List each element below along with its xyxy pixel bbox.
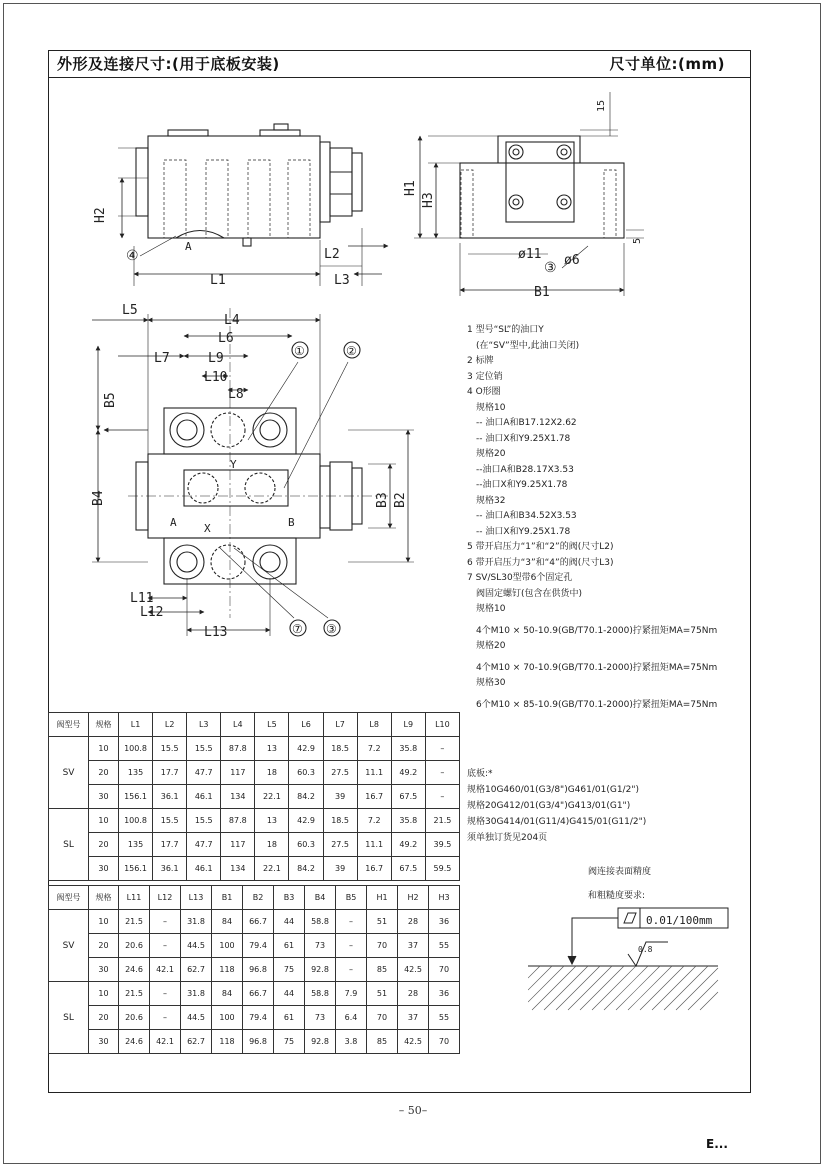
- note-line: 规格10: [476, 604, 506, 614]
- dimension-table-b-h: [48, 885, 460, 1054]
- note-line: --油口X和Y9.25X1.78: [476, 480, 568, 490]
- table-cell: –: [425, 737, 459, 761]
- table-cell: 39.5: [425, 833, 459, 857]
- note-line: 4个M10 × 70-10.9(GB/T70.1-2000)拧紧扭矩MA=75Nm: [476, 662, 718, 673]
- table-cell: 20.6: [119, 1006, 150, 1030]
- note-line: 规格32: [476, 495, 506, 506]
- table-cell: 67.5: [391, 857, 425, 881]
- corner-mark: E...: [706, 1137, 728, 1151]
- table-cell: 67.5: [391, 785, 425, 809]
- table-cell: 84.2: [289, 785, 323, 809]
- table-cell: –: [150, 934, 181, 958]
- table-cell: 55: [429, 934, 460, 958]
- label-b1: B1: [534, 285, 550, 300]
- table-cell: 37: [398, 1006, 429, 1030]
- table-header-cell: 规格: [89, 713, 119, 737]
- surface-symbol: [528, 900, 738, 1018]
- table-cell: 10: [89, 737, 119, 761]
- table-cell: 27.5: [323, 761, 357, 785]
- note-line: (在“SV”型中,此油口关闭): [476, 340, 580, 351]
- table-cell: 35.8: [391, 737, 425, 761]
- table-cell: 39: [323, 785, 357, 809]
- label-x: X: [204, 522, 211, 535]
- table-cell: 70: [429, 958, 460, 982]
- table-cell: 100.8: [119, 809, 153, 833]
- table-cell: 31.8: [181, 910, 212, 934]
- table-cell: 30: [89, 857, 119, 881]
- note-line: 阀固定螺钉(包含在供货中): [476, 588, 583, 599]
- table-cell: 46.1: [187, 785, 221, 809]
- surface-line-2: 和粗糙度要求:: [588, 891, 646, 901]
- label-7: ⑦: [292, 622, 303, 636]
- table-cell: –: [150, 982, 181, 1006]
- table-cell: 85: [367, 1030, 398, 1054]
- label-l10: L10: [204, 370, 228, 385]
- table-cell: 31.8: [181, 982, 212, 1006]
- table-cell: 44.5: [181, 934, 212, 958]
- table-header-cell: L10: [425, 713, 459, 737]
- table-cell: 135: [119, 833, 153, 857]
- table-header-cell: L13: [181, 886, 212, 910]
- table-cell: 84.2: [289, 857, 323, 881]
- label-b5: B5: [103, 392, 118, 408]
- table-cell: 42.9: [289, 737, 323, 761]
- table-cell: –: [336, 910, 367, 934]
- baseplate-line: 规格30G414/01(G11/4)G415/01(G11/2"): [467, 817, 647, 827]
- note-line: 1 型号“SL”的油口Y: [467, 325, 544, 335]
- note-line: 6个M10 × 85-10.9(GB/T70.1-2000)拧紧扭矩MA=75Nm: [476, 699, 718, 710]
- table-cell: 58.8: [305, 910, 336, 934]
- table-cell: 30: [89, 785, 119, 809]
- table-cell: 70: [429, 1030, 460, 1054]
- label-l13: L13: [204, 625, 228, 640]
- table-cell: 6.4: [336, 1006, 367, 1030]
- label-2: ②: [346, 344, 357, 358]
- table-cell: 42.1: [150, 1030, 181, 1054]
- table-row: [49, 982, 460, 1006]
- label-l12: L12: [140, 605, 164, 620]
- table-cell: 118: [212, 1030, 243, 1054]
- table-cell: 35.8: [391, 809, 425, 833]
- table-cell: –: [425, 785, 459, 809]
- table-cell: 85: [367, 958, 398, 982]
- end-view: [414, 92, 644, 296]
- table-cell: 7.9: [336, 982, 367, 1006]
- table-cell: 30: [89, 958, 119, 982]
- table-header-cell: 规格: [89, 886, 119, 910]
- table-cell: 42.5: [398, 1030, 429, 1054]
- table-cell: 44: [274, 910, 305, 934]
- table-cell: 21.5: [119, 910, 150, 934]
- table-cell: 60.3: [289, 761, 323, 785]
- note-line: -- 油口A和B17.12X2.62: [476, 418, 577, 428]
- table-header-cell: B4: [305, 886, 336, 910]
- label-d6: ø6: [564, 253, 580, 268]
- table-cell: 100.8: [119, 737, 153, 761]
- model-cell: SV: [49, 737, 89, 809]
- table-header-cell: B1: [212, 886, 243, 910]
- table-cell: 135: [119, 761, 153, 785]
- table-cell: 62.7: [181, 1030, 212, 1054]
- note-line: 4 O形圈: [467, 387, 501, 397]
- table-cell: 11.1: [357, 761, 391, 785]
- note-line: -- 油口X和Y9.25X1.78: [476, 526, 571, 537]
- table-cell: –: [336, 958, 367, 982]
- label-3-plan: ③: [326, 622, 337, 636]
- table-cell: 24.6: [119, 1030, 150, 1054]
- table-cell: –: [150, 1006, 181, 1030]
- table-cell: 156.1: [119, 857, 153, 881]
- table-header-cell: L3: [187, 713, 221, 737]
- table-row: [49, 910, 460, 934]
- model-cell: SL: [49, 982, 89, 1054]
- table-cell: 17.7: [153, 833, 187, 857]
- note-line: 3 定位销: [467, 371, 503, 382]
- label-h2: H2: [93, 207, 108, 223]
- table-cell: –: [425, 761, 459, 785]
- label-a-plan: A: [170, 516, 177, 529]
- table-cell: 27.5: [323, 833, 357, 857]
- table-cell: 18.5: [323, 737, 357, 761]
- note-line: 5 带开启压力“1”和“2”的阀(尺寸L2): [467, 542, 614, 552]
- table-cell: 28: [398, 982, 429, 1006]
- note-line: 规格30: [476, 678, 506, 688]
- label-l4: L4: [224, 313, 240, 328]
- table-row: [49, 737, 460, 761]
- label-3-end: ③: [544, 260, 557, 276]
- table-cell: 79.4: [243, 1006, 274, 1030]
- label-5: 5: [632, 237, 643, 244]
- baseplate-line: 须单独订货见204页: [467, 833, 548, 843]
- plan-view: [92, 308, 414, 636]
- table-cell: 15.5: [153, 737, 187, 761]
- table-cell: –: [150, 910, 181, 934]
- note-line: 规格20: [476, 449, 506, 459]
- table-header-cell: L11: [119, 886, 150, 910]
- table-cell: 24.6: [119, 958, 150, 982]
- table-cell: 96.8: [243, 1030, 274, 1054]
- label-15: 15: [596, 99, 607, 112]
- note-line: 7 SV/SL30型带6个固定孔: [467, 573, 573, 583]
- table-cell: 79.4: [243, 934, 274, 958]
- label-b4: B4: [91, 490, 106, 506]
- note-line: 4个M10 × 50-10.9(GB/T70.1-2000)拧紧扭矩MA=75Nm: [476, 625, 718, 636]
- label-b3: B3: [375, 492, 390, 508]
- table-cell: 75: [274, 958, 305, 982]
- table-row: [49, 1006, 460, 1030]
- table-cell: 70: [367, 934, 398, 958]
- table-header-cell: L9: [391, 713, 425, 737]
- label-h1: H1: [403, 180, 418, 196]
- table-row: [49, 809, 460, 833]
- table-row: [49, 857, 460, 881]
- table-cell: 42.1: [150, 958, 181, 982]
- table-cell: 16.7: [357, 857, 391, 881]
- table-cell: 100: [212, 1006, 243, 1030]
- table-row: [49, 785, 460, 809]
- table-cell: 18.5: [323, 809, 357, 833]
- table-cell: 20: [89, 934, 119, 958]
- model-cell: SV: [49, 910, 89, 982]
- label-l11: L11: [130, 591, 154, 606]
- table-cell: 21.5: [425, 809, 459, 833]
- table-cell: 117: [221, 833, 255, 857]
- baseplate-heading: 底板:*: [467, 769, 493, 779]
- baseplate-line: 规格20G412/01(G3/4")G413/01(G1"): [467, 801, 631, 811]
- table-cell: 59.5: [425, 857, 459, 881]
- table-cell: 30: [89, 1030, 119, 1054]
- label-1: ①: [294, 344, 305, 358]
- label-d11: ø11: [518, 247, 542, 262]
- table-header-row: [49, 713, 460, 737]
- table-header-cell: L4: [221, 713, 255, 737]
- table-cell: 17.7: [153, 761, 187, 785]
- table-cell: 92.8: [305, 958, 336, 982]
- table-header-row: [49, 886, 460, 910]
- label-l2: L2: [324, 247, 340, 262]
- table-cell: 13: [255, 737, 289, 761]
- table-cell: 156.1: [119, 785, 153, 809]
- label-b2: B2: [393, 492, 408, 508]
- page-title: 外形及连接尺寸:(用于底板安装): [57, 55, 280, 73]
- label-h3: H3: [421, 192, 436, 208]
- table-row: [49, 958, 460, 982]
- table-cell: 16.7: [357, 785, 391, 809]
- table-header-cell: L12: [150, 886, 181, 910]
- label-l3: L3: [334, 273, 350, 288]
- table-cell: 49.2: [391, 761, 425, 785]
- table-cell: 84: [212, 910, 243, 934]
- table-cell: 20.6: [119, 934, 150, 958]
- table-cell: 20: [89, 833, 119, 857]
- table-cell: 49.2: [391, 833, 425, 857]
- table-cell: 36: [429, 982, 460, 1006]
- table-cell: 37: [398, 934, 429, 958]
- notes-list: [467, 323, 717, 713]
- table-cell: 70: [367, 1006, 398, 1030]
- note-line: --油口A和B28.17X3.53: [476, 464, 574, 475]
- table-cell: 61: [274, 934, 305, 958]
- table-cell: 36: [429, 910, 460, 934]
- dimension-table-l: [48, 712, 460, 881]
- table-header-cell: B5: [336, 886, 367, 910]
- table-cell: 18: [255, 761, 289, 785]
- table-header-cell: L5: [255, 713, 289, 737]
- table-cell: 36.1: [153, 785, 187, 809]
- table-cell: 22.1: [255, 785, 289, 809]
- note-line: 2 标牌: [467, 356, 494, 366]
- table-cell: 61: [274, 1006, 305, 1030]
- table-cell: 42.9: [289, 809, 323, 833]
- model-cell: SL: [49, 809, 89, 881]
- table-row: [49, 934, 460, 958]
- baseplate-line: 规格10G460/01(G3/8")G461/01(G1/2"): [467, 785, 639, 795]
- note-line: 6 带开启压力“3”和“4”的阀(尺寸L3): [467, 557, 614, 568]
- table-cell: 15.5: [187, 809, 221, 833]
- label-y: Y: [230, 458, 237, 471]
- table-header-cell: 阀型号: [49, 886, 89, 910]
- table-cell: 118: [212, 958, 243, 982]
- table-cell: 51: [367, 982, 398, 1006]
- note-line: 规格20: [476, 641, 506, 651]
- table-header-cell: L8: [357, 713, 391, 737]
- table-cell: 20: [89, 761, 119, 785]
- table-header-cell: B2: [243, 886, 274, 910]
- label-l6: L6: [218, 331, 234, 346]
- unit-label: 尺寸单位:(mm): [609, 55, 725, 73]
- side-view: [118, 124, 388, 286]
- table-cell: 66.7: [243, 910, 274, 934]
- note-line: 规格10: [476, 402, 506, 413]
- flatness-value: 0.01/100mm: [646, 914, 713, 927]
- note-line: -- 油口A和B34.52X3.53: [476, 511, 577, 521]
- table-cell: 10: [89, 982, 119, 1006]
- table-cell: 47.7: [187, 761, 221, 785]
- table-cell: 7.2: [357, 809, 391, 833]
- table-cell: 3.8: [336, 1030, 367, 1054]
- table-header-cell: B3: [274, 886, 305, 910]
- table-cell: 21.5: [119, 982, 150, 1006]
- table-row: [49, 761, 460, 785]
- page-number: – 50–: [398, 1104, 428, 1117]
- table-cell: 28: [398, 910, 429, 934]
- table-header-cell: L7: [323, 713, 357, 737]
- table-row: [49, 833, 460, 857]
- table-header-cell: H1: [367, 886, 398, 910]
- note-line: -- 油口X和Y9.25X1.78: [476, 433, 571, 444]
- table-header-cell: L6: [289, 713, 323, 737]
- table-cell: 44: [274, 982, 305, 1006]
- table-cell: 134: [221, 785, 255, 809]
- table-header-cell: 阀型号: [49, 713, 89, 737]
- label-l8: L8: [228, 387, 244, 402]
- table-cell: 87.8: [221, 737, 255, 761]
- table-cell: 13: [255, 809, 289, 833]
- table-cell: 87.8: [221, 809, 255, 833]
- table-cell: 42.5: [398, 958, 429, 982]
- table-header-cell: L1: [119, 713, 153, 737]
- baseplate-info: [467, 766, 646, 846]
- table-cell: 15.5: [153, 809, 187, 833]
- table-cell: 58.8: [305, 982, 336, 1006]
- table-cell: 10: [89, 910, 119, 934]
- label-l1: L1: [210, 273, 226, 288]
- table-cell: 73: [305, 934, 336, 958]
- table-cell: 60.3: [289, 833, 323, 857]
- table-cell: 100: [212, 934, 243, 958]
- table-cell: –: [336, 934, 367, 958]
- table-cell: 15.5: [187, 737, 221, 761]
- table-cell: 51: [367, 910, 398, 934]
- table-cell: 46.1: [187, 857, 221, 881]
- label-a-side: A: [185, 240, 192, 253]
- label-b: B: [288, 516, 295, 529]
- table-cell: 96.8: [243, 958, 274, 982]
- table-row: [49, 1030, 460, 1054]
- table-cell: 62.7: [181, 958, 212, 982]
- table-header-cell: H3: [429, 886, 460, 910]
- table-cell: 92.8: [305, 1030, 336, 1054]
- table-cell: 47.7: [187, 833, 221, 857]
- title-bar: [48, 50, 751, 78]
- table-cell: 66.7: [243, 982, 274, 1006]
- table-cell: 55: [429, 1006, 460, 1030]
- table-cell: 73: [305, 1006, 336, 1030]
- table-cell: 22.1: [255, 857, 289, 881]
- table-cell: 75: [274, 1030, 305, 1054]
- roughness-value: 0.8: [638, 945, 653, 954]
- table-cell: 10: [89, 809, 119, 833]
- table-cell: 20: [89, 1006, 119, 1030]
- table-cell: 44.5: [181, 1006, 212, 1030]
- table-cell: 11.1: [357, 833, 391, 857]
- table-cell: 7.2: [357, 737, 391, 761]
- label-4: ④: [126, 248, 139, 264]
- table-cell: 39: [323, 857, 357, 881]
- table-cell: 36.1: [153, 857, 187, 881]
- label-l5: L5: [122, 303, 138, 318]
- surface-line-1: 阀连接表面精度: [588, 867, 652, 877]
- table-header-cell: H2: [398, 886, 429, 910]
- label-l7: L7: [154, 351, 170, 366]
- label-l9: L9: [208, 351, 224, 366]
- table-cell: 84: [212, 982, 243, 1006]
- table-cell: 134: [221, 857, 255, 881]
- table-cell: 18: [255, 833, 289, 857]
- table-header-cell: L2: [153, 713, 187, 737]
- table-cell: 117: [221, 761, 255, 785]
